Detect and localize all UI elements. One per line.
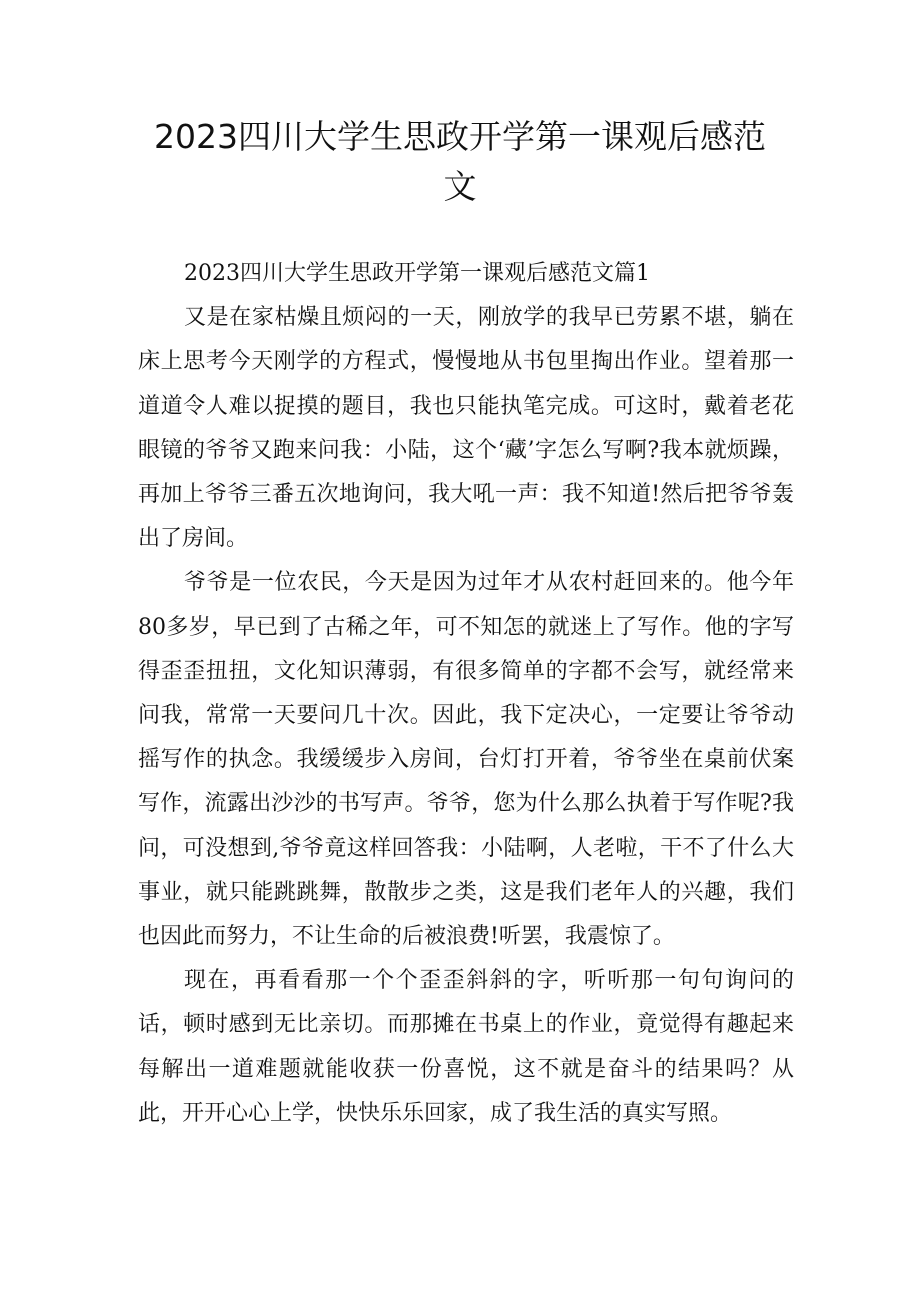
title-line-1: 2023四川大学生思政开学第一课观后感范: [154, 117, 766, 156]
title-line-2: 文: [443, 167, 477, 206]
paragraph-2: 爷爷是一位农民，今天是因为过年才从农村赶回来的。他今年80多岁，早已到了古稀之年，可不知怎的就迷上了写作。他的字写得歪歪扭扭，文化知识薄弱，有很多简单的字都不会写，就经常来问我，常常一天要问几十次。因此，我下定决心，一定要让爷爷动摇写作的执念。我缓缓步入房间，台灯打开着，爷爷坐在桌前伏案写作，流露出沙沙的书写声。爷爷，您为什么那么执着于写作呢?我问，可没想到,爷爷竟这样回答我：小陆啊，人老啦，干不了什么大事业，就只能跳跳舞，散散步之类，这是我们老年人的兴趣，我们也因此而努力，不让生命的后被浪费!听罢，我震惊了。: [138, 570, 794, 950]
section-subheading: 2023四川大学生思政开学第一课观后感范文篇1: [184, 261, 650, 286]
paragraph-3: 现在，再看看那一个个歪歪斜斜的字，听听那一句句询问的话，顿时感到无比亲切。而那摊在书桌上的作业，竟觉得有趣起来每解出一道难题就能收获一份喜悦，这不就是奋斗的结果吗？从此，开开心心上学，快快乐乐回家，成了我生活的真实写照。: [138, 968, 794, 1126]
document-title: [130, 112, 790, 212]
document-body: [138, 252, 794, 1136]
paragraph-1: 又是在家枯燥且烦闷的一天，刚放学的我早已劳累不堪，躺在床上思考今天刚学的方程式，慢慢地从书包里掏出作业。望着那一道道令人难以捉摸的题目，我也只能执笔完成。可这时，戴着老花眼镜的爷爷又跑来问我：小陆，这个‘藏’字怎么写啊?我本就烦躁，再加上爷爷三番五次地询问，我大吼一声：我不知道!然后把爷爷轰出了房间。: [138, 305, 794, 552]
